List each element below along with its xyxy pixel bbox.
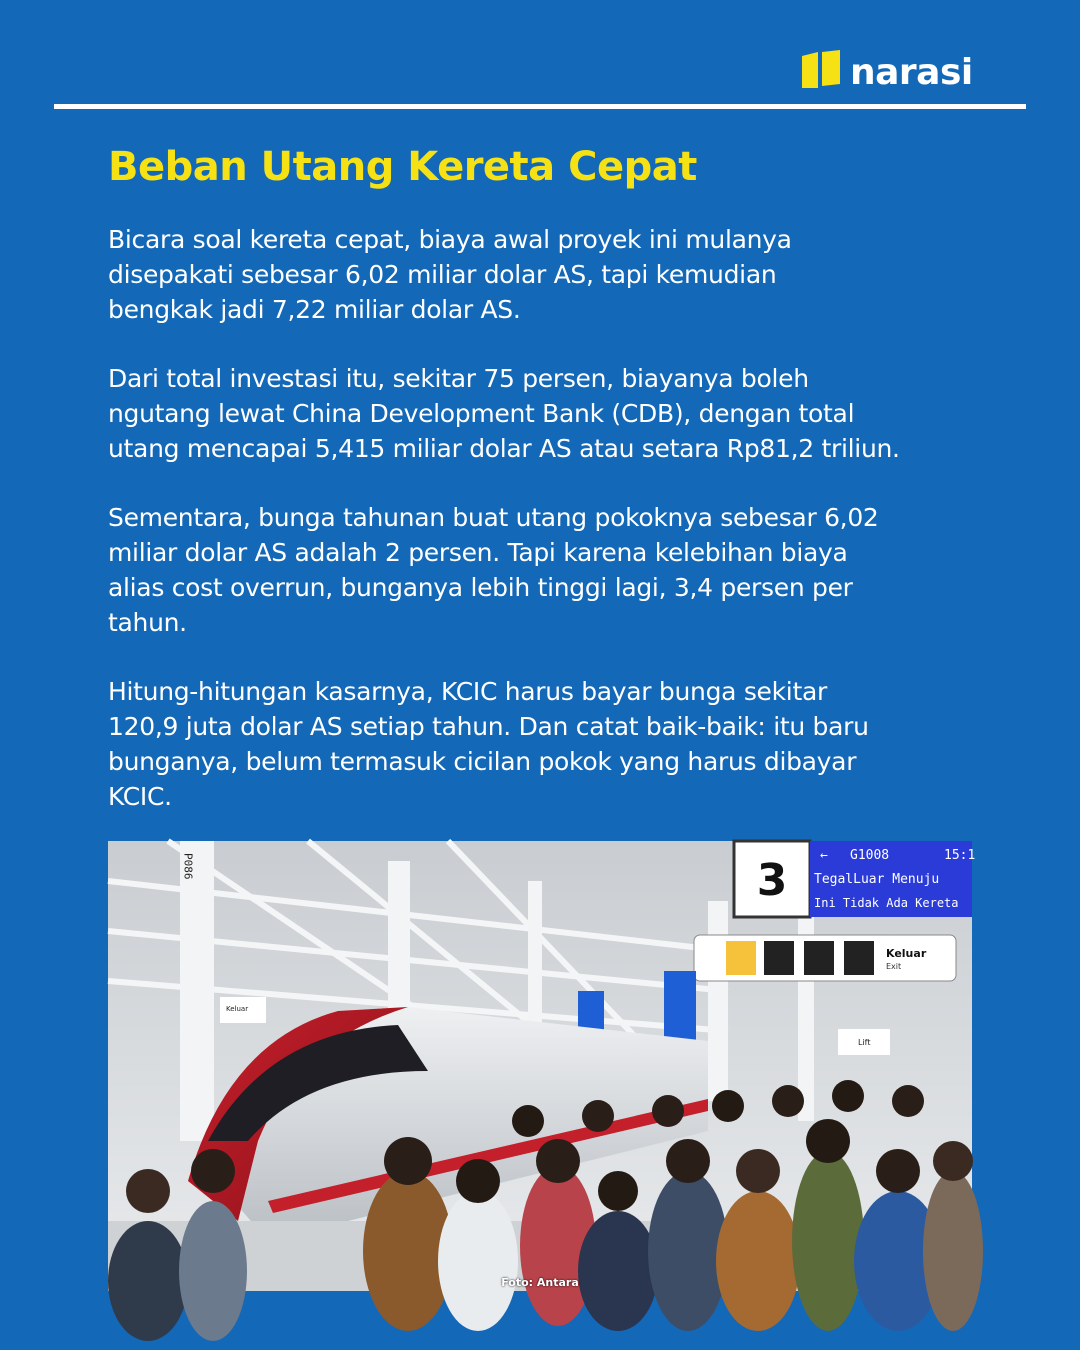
paragraph <box>108 674 988 814</box>
platform-number: 3 <box>756 855 788 906</box>
paragraph-line: disepakati sebesar 6,02 miliar dolar AS, tapi kemudian <box>108 260 777 289</box>
display-line2: Ini Tidak Ada Kereta <box>814 896 959 910</box>
narasi-logo-mark-icon <box>800 50 844 92</box>
article-body <box>108 222 988 848</box>
exit-sign-icon-1 <box>726 941 756 975</box>
header-divider <box>54 104 1026 109</box>
paragraph-line: 120,9 juta dolar AS setiap tahun. Dan catat baik-baik: itu baru <box>108 712 869 741</box>
train-code: G1008 <box>850 848 890 863</box>
departure-time: 15:1 <box>944 848 976 863</box>
paragraph-line: KCIC. <box>108 782 172 811</box>
paragraph-line: tahun. <box>108 608 187 637</box>
photo-credit: Foto: Antara <box>501 1276 579 1289</box>
paragraph-line: bengkak jadi 7,22 miliar dolar AS. <box>108 295 521 324</box>
train-station-photo <box>108 841 976 1291</box>
page-title: Beban Utang Kereta Cepat <box>108 144 697 190</box>
lift-label: Lift <box>858 1038 871 1047</box>
paragraph-line: Hitung-hitungan kasarnya, KCIC harus bayar bunga sekitar <box>108 677 827 706</box>
display-line1: TegalLuar Menuju <box>814 872 940 887</box>
paragraph-line: utang mencapai 5,415 miliar dolar AS atau setara Rp81,2 triliun. <box>108 434 900 463</box>
display-arrow-icon: ← <box>820 848 828 863</box>
paragraph <box>108 500 988 640</box>
paragraph-line: Dari total investasi itu, sekitar 75 persen, biayanya boleh <box>108 364 809 393</box>
paragraph-line: miliar dolar AS adalah 2 persen. Tapi karena kelebihan biaya <box>108 538 848 567</box>
paragraph-line: Sementara, bunga tahunan buat utang pokoknya sebesar 6,02 <box>108 503 879 532</box>
lift-icon <box>804 941 834 975</box>
left-exit-label: Keluar <box>226 1005 249 1013</box>
escalator-icon <box>764 941 794 975</box>
paragraph-line: alias cost overrun, bunganya lebih tinggi lagi, 3,4 persen per <box>108 573 853 602</box>
paragraph <box>108 361 988 466</box>
exit-label: Keluar <box>886 947 927 960</box>
paragraph-line: Bicara soal kereta cepat, biaya awal proyek ini mulanya <box>108 225 792 254</box>
stairs-icon <box>844 941 874 975</box>
photo-illustration <box>108 841 976 1291</box>
brand-name: narasi <box>850 52 973 93</box>
paragraph <box>108 222 988 327</box>
paragraph-line: ngutang lewat China Development Bank (CDB), dengan total <box>108 399 855 428</box>
exit-sub-label: Exit <box>886 962 902 971</box>
narasi-logo <box>800 48 980 103</box>
pillar-code: P086 <box>181 853 195 880</box>
paragraph-line: bunganya, belum termasuk cicilan pokok yang harus dibayar <box>108 747 857 776</box>
